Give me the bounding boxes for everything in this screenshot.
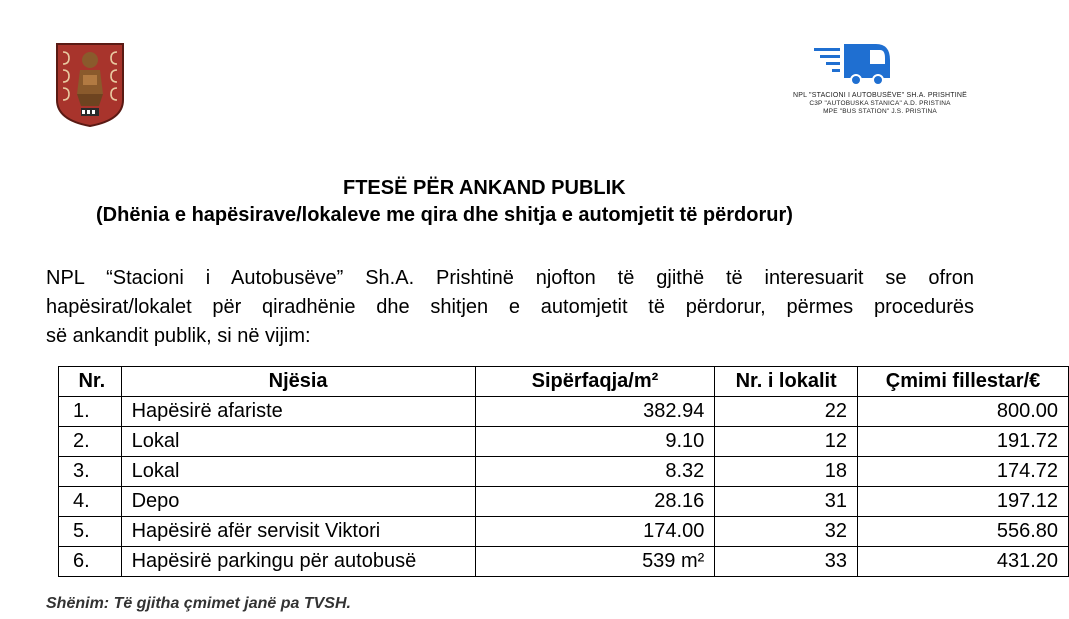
- cell-njesia: Lokal: [121, 427, 475, 457]
- header-nr: Nr.: [59, 367, 122, 397]
- cell-nr-lokalit: 22: [715, 397, 858, 427]
- cell-cmimi: 174.72: [858, 457, 1069, 487]
- municipality-crest-icon: [55, 42, 125, 128]
- cell-nr: 4.: [59, 487, 122, 517]
- header-siperfaqja: Sipërfaqja/m²: [475, 367, 715, 397]
- bus-station-logo: [780, 42, 980, 122]
- table-header-row: [59, 367, 1069, 397]
- cell-cmimi: 800.00: [858, 397, 1069, 427]
- table-row: [59, 487, 1069, 517]
- cell-nr-lokalit: 32: [715, 517, 858, 547]
- cell-njesia: Hapësirë parkingu për autobusë: [121, 547, 475, 577]
- cell-njesia: Hapësirë afariste: [121, 397, 475, 427]
- header-njesia: Njësia: [121, 367, 475, 397]
- cell-siperfaqja: 539 m²: [475, 547, 715, 577]
- cell-nr: 6.: [59, 547, 122, 577]
- intro-line-2: hapësirat/lokalet për qiradhënie dhe shitjen e automjetit të përdorur, përmes procedurës: [46, 296, 974, 318]
- cell-siperfaqja: 174.00: [475, 517, 715, 547]
- cell-njesia: Lokal: [121, 457, 475, 487]
- cell-nr: 3.: [59, 457, 122, 487]
- table-row: [59, 547, 1069, 577]
- table-row: [59, 517, 1069, 547]
- cell-nr-lokalit: 31: [715, 487, 858, 517]
- intro-paragraph: [46, 264, 974, 351]
- header-cmimi: Çmimi fillestar/€: [858, 367, 1069, 397]
- title-line-2: (Dhënia e hapësirave/lokaleve me qira dhe shitja e automjetit të përdorur): [96, 204, 793, 226]
- title-line-1: FTESË PËR ANKAND PUBLIK: [343, 177, 626, 199]
- cell-nr-lokalit: 12: [715, 427, 858, 457]
- logo-line-3: MPE "BUS STATION" J.S. PRISTINA: [823, 108, 937, 115]
- cell-siperfaqja: 8.32: [475, 457, 715, 487]
- cell-cmimi: 191.72: [858, 427, 1069, 457]
- lots-table: [58, 366, 1069, 577]
- cell-nr: 1.: [59, 397, 122, 427]
- cell-cmimi: 556.80: [858, 517, 1069, 547]
- cell-siperfaqja: 382.94: [475, 397, 715, 427]
- header-nr-lokalit: Nr. i lokalit: [715, 367, 858, 397]
- logo-line-2: C3P "AUTOBUSKA STANICA" A.D. PRISTINA: [809, 100, 951, 107]
- cell-siperfaqja: 28.16: [475, 487, 715, 517]
- table-row: [59, 457, 1069, 487]
- intro-line-1: NPL “Stacioni i Autobusëve” Sh.A. Prishtinë njofton të gjithë të interesuarit se ofron: [46, 267, 974, 289]
- cell-nr: 5.: [59, 517, 122, 547]
- cell-cmimi: 197.12: [858, 487, 1069, 517]
- document-title: [0, 176, 1069, 227]
- intro-line-3: së ankandit publik, si në vijim:: [46, 325, 311, 347]
- table-row: [59, 427, 1069, 457]
- vat-note: Shënim: Të gjitha çmimet janë pa TVSH.: [46, 595, 351, 612]
- cell-cmimi: 431.20: [858, 547, 1069, 577]
- cell-nr-lokalit: 18: [715, 457, 858, 487]
- logo-line-1: NPL "STACIONI I AUTOBUSËVE" SH.A. PRISHTINË: [792, 92, 968, 99]
- cell-njesia: Hapësirë afër servisit Viktori: [121, 517, 475, 547]
- table-row: [59, 397, 1069, 427]
- cell-njesia: Depo: [121, 487, 475, 517]
- cell-siperfaqja: 9.10: [475, 427, 715, 457]
- cell-nr-lokalit: 33: [715, 547, 858, 577]
- bus-logo-icon: [814, 42, 894, 86]
- cell-nr: 2.: [59, 427, 122, 457]
